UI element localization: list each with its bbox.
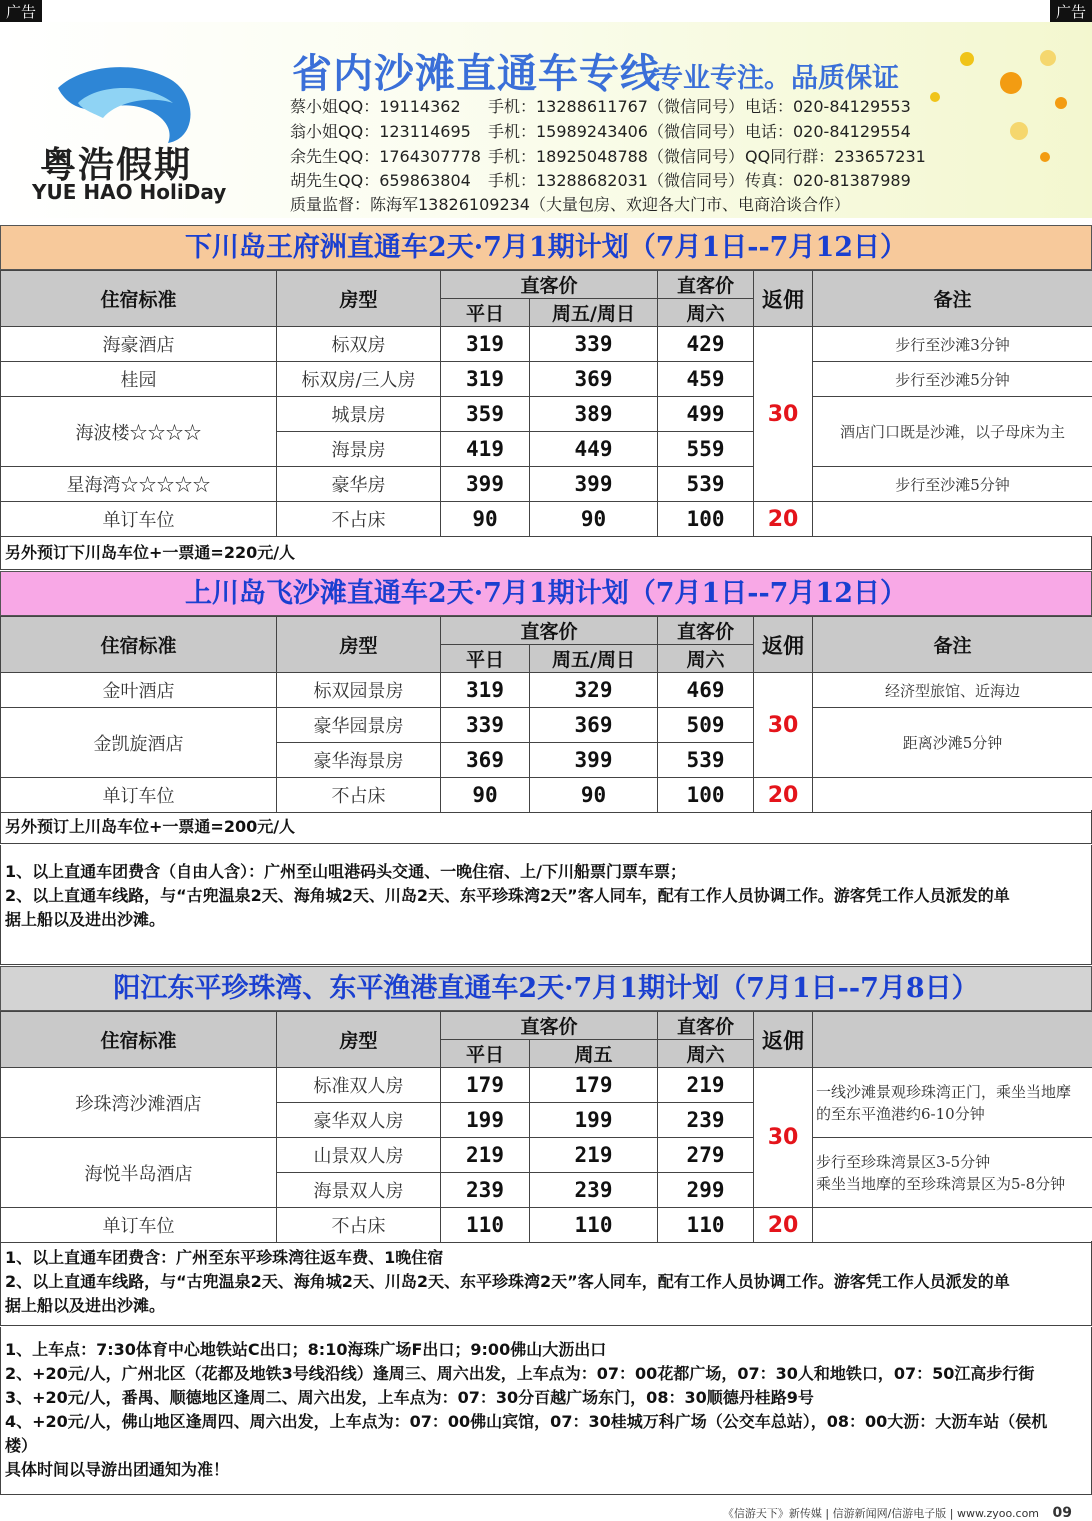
price-weekday: 319 — [441, 362, 530, 397]
footer — [723, 1505, 1072, 1521]
decor-dot — [1010, 122, 1028, 140]
table-row — [1, 1068, 1092, 1103]
note-line: 1、以上直通车团费含：广州至东平珍珠湾往返车费、1晚住宿 — [5, 1248, 444, 1267]
price-weekday: 399 — [441, 467, 530, 502]
header-remarks: 备注 — [813, 617, 1092, 673]
commission-value: 30 — [754, 673, 813, 778]
remark-text: 酒店门口既是沙滩，以子母床为主 — [813, 397, 1092, 467]
header-fri-sun: 周五/周日 — [530, 645, 658, 673]
pickup-block — [0, 1327, 1092, 1495]
price-fri-sun: 389 — [530, 397, 658, 432]
price-weekday: 369 — [441, 743, 530, 778]
remark-text — [813, 1068, 1092, 1138]
room-type: 标双房/三人房 — [277, 362, 441, 397]
header-direct-price: 直客价 — [441, 271, 658, 299]
header-commission: 返佣 — [754, 1012, 813, 1068]
header-saturday: 周六 — [658, 1040, 754, 1068]
hotel-name: 桂园 — [1, 362, 277, 397]
extra-note: 另外预订下川岛车位+一票通=220元/人 — [0, 536, 1092, 570]
price-weekday: 90 — [441, 502, 530, 537]
table-row-seat — [1, 1208, 1092, 1243]
contact-phone: 手机：13288611767（微信同号） — [488, 97, 744, 116]
header-room: 房型 — [277, 1012, 441, 1068]
hotel-name: 星海湾☆☆☆☆☆ — [1, 467, 277, 502]
price-weekday: 319 — [441, 673, 530, 708]
decor-dot — [1040, 152, 1050, 162]
contact-qq: 余先生QQ：1764307778 — [290, 147, 481, 166]
seat-label: 单订车位 — [1, 502, 277, 537]
price-fri-sun: 90 — [530, 778, 658, 813]
commission-value: 30 — [754, 1068, 813, 1208]
ad-banner[interactable] — [0, 22, 1092, 218]
room-type: 标双园景房 — [277, 673, 441, 708]
header-standard: 住宿标准 — [1, 1012, 277, 1068]
commission-value: 20 — [754, 1208, 813, 1243]
decor-dot — [960, 52, 974, 66]
remark-text: 步行至沙滩5分钟 — [813, 467, 1092, 502]
room-type: 豪华房 — [277, 467, 441, 502]
price-weekday: 239 — [441, 1173, 530, 1208]
note-line: 据上船以及进出沙滩。 — [5, 910, 166, 929]
remark-empty — [813, 1208, 1092, 1243]
room-type: 不占床 — [277, 1208, 441, 1243]
commission-value: 20 — [754, 502, 813, 537]
price-weekday: 319 — [441, 327, 530, 362]
room-type: 标双房 — [277, 327, 441, 362]
pickup-line: 4、+20元/人，佛山地区逢周四、周六出发，上车点为：07：00佛山宾馆，07：30桂城万科广场（公交车总站），08：00大沥：大沥车站（侯机 — [5, 1412, 1048, 1431]
price-friday: 239 — [530, 1173, 658, 1208]
header-saturday: 周六 — [658, 299, 754, 327]
notes-block-shangchuan — [0, 845, 1092, 965]
room-type: 标准双人房 — [277, 1068, 441, 1103]
price-table-xiachuan — [0, 270, 1092, 537]
price-fri-sun: 329 — [530, 673, 658, 708]
banner-subslogan: 专业专注。品质保证 — [656, 63, 899, 94]
table-row — [1, 327, 1092, 362]
hotel-name: 金凯旋酒店 — [1, 708, 277, 778]
price-saturday: 459 — [658, 362, 754, 397]
ad-tag-left: 广告 — [0, 0, 42, 24]
header-direct-price: 直客价 — [441, 617, 658, 645]
price-saturday: 469 — [658, 673, 754, 708]
hotel-name: 珍珠湾沙滩酒店 — [1, 1068, 277, 1138]
section-title-xiachuan: 下川岛王府洲直通车2天·7月1期计划（7月1日--7月12日） — [0, 225, 1092, 270]
price-table-dongping — [0, 1011, 1092, 1243]
header-weekday: 平日 — [441, 299, 530, 327]
table-row — [1, 362, 1092, 397]
decor-dot — [1055, 97, 1067, 109]
note-line: 据上船以及进出沙滩。 — [5, 1296, 166, 1315]
room-type: 不占床 — [277, 502, 441, 537]
ad-tag-right: 广告 — [1050, 0, 1092, 24]
price-fri-sun: 399 — [530, 743, 658, 778]
price-saturday: 539 — [658, 467, 754, 502]
table-row-seat — [1, 778, 1092, 813]
header-commission: 返佣 — [754, 271, 813, 327]
price-saturday: 239 — [658, 1103, 754, 1138]
table-row-seat — [1, 502, 1092, 537]
price-weekday: 419 — [441, 432, 530, 467]
price-saturday: 110 — [658, 1208, 754, 1243]
contact-qq: 蔡小姐QQ：19114362 — [290, 97, 461, 116]
pickup-line: 楼） — [5, 1436, 38, 1455]
seat-label: 单订车位 — [1, 1208, 277, 1243]
remark-empty — [813, 502, 1092, 537]
decor-dot — [1000, 72, 1022, 94]
header-fri-sun: 周五/周日 — [530, 299, 658, 327]
note-line: 1、以上直通车团费含（自由人含）：广州至山咀港码头交通、一晚住宿、上/下川船票门票车票； — [5, 862, 686, 881]
room-type: 豪华双人房 — [277, 1103, 441, 1138]
price-saturday: 279 — [658, 1138, 754, 1173]
header-direct-price: 直客价 — [658, 617, 754, 645]
price-saturday: 100 — [658, 778, 754, 813]
header-saturday: 周六 — [658, 645, 754, 673]
section-title-shangchuan: 上川岛飞沙滩直通车2天·7月1期计划（7月1日--7月12日） — [0, 571, 1092, 616]
header-weekday: 平日 — [441, 1040, 530, 1068]
header-remarks: 备注 — [813, 271, 1092, 327]
contact-phone: 手机：13288682031（微信同号） — [488, 171, 744, 190]
price-weekday: 179 — [441, 1068, 530, 1103]
contact-qq: 胡先生QQ：659863804 — [290, 171, 471, 190]
contact-phone: 手机：15989243406（微信同号） — [488, 122, 744, 141]
price-friday: 199 — [530, 1103, 658, 1138]
remark-text: 步行至沙滩3分钟 — [813, 327, 1092, 362]
remark-line: 步行至珍珠湾景区3-5分钟 — [816, 1152, 991, 1171]
brand-name: 粤浩假期 — [40, 144, 193, 186]
remark-text — [813, 1138, 1092, 1208]
hotel-name: 海悦半岛酒店 — [1, 1138, 277, 1208]
contact-phone: 手机：18925048788（微信同号） — [488, 147, 744, 166]
remark-text: 步行至沙滩5分钟 — [813, 362, 1092, 397]
remark-text: 距离沙滩5分钟 — [813, 708, 1092, 778]
price-weekday: 110 — [441, 1208, 530, 1243]
pickup-line: 2、+20元/人，广州北区（花都及地铁3号线沿线）逢周三、周六出发，上车点为：07：00花都广场，07：30人和地铁口，07：50江高步行街 — [5, 1364, 1035, 1383]
price-saturday: 499 — [658, 397, 754, 432]
table-row — [1, 1138, 1092, 1173]
price-saturday: 539 — [658, 743, 754, 778]
pickup-line: 3、+20元/人，番禺、顺德地区逢周二、周六出发，上车点为：07：30分百越广场东门，08：30顺德丹桂路9号 — [5, 1388, 814, 1407]
remark-line: 的至东平渔港约6-10分钟 — [816, 1104, 985, 1123]
note-line: 2、以上直通车线路，与“古兜温泉2天、海角城2天、川岛2天、东平珍珠湾2天”客人同车，配有工作人员协调工作。游客凭工作人员派发的单 — [5, 886, 1010, 905]
pickup-line: 具体时间以导游出团通知为准！ — [5, 1460, 230, 1479]
price-fri-sun: 369 — [530, 708, 658, 743]
contact-other: 传真：020-81387989 — [745, 171, 911, 190]
price-weekday: 90 — [441, 778, 530, 813]
header-remarks — [813, 1012, 1092, 1068]
price-fri-sun: 90 — [530, 502, 658, 537]
notes-block-dongping — [0, 1241, 1092, 1326]
supervisor-line: 质量监督：陈海军13826109234（大量包房、欢迎各大门市、电商洽谈合作） — [290, 195, 850, 214]
price-fri-sun: 449 — [530, 432, 658, 467]
decor-dot — [1040, 50, 1056, 66]
seat-label: 单订车位 — [1, 778, 277, 813]
price-saturday: 429 — [658, 327, 754, 362]
price-fri-sun: 369 — [530, 362, 658, 397]
price-weekday: 339 — [441, 708, 530, 743]
extra-note: 另外预订上川岛车位+一票通=200元/人 — [0, 810, 1092, 844]
header-standard: 住宿标准 — [1, 617, 277, 673]
price-friday: 179 — [530, 1068, 658, 1103]
price-weekday: 199 — [441, 1103, 530, 1138]
table-row — [1, 673, 1092, 708]
hotel-name: 海豪酒店 — [1, 327, 277, 362]
remark-line: 一线沙滩景观珍珠湾正门，乘坐当地摩 — [816, 1082, 1072, 1101]
price-saturday: 559 — [658, 432, 754, 467]
remark-line: 乘坐当地摩的至珍珠湾景区为5-8分钟 — [816, 1174, 1066, 1193]
table-row — [1, 397, 1092, 432]
room-type: 海景房 — [277, 432, 441, 467]
contact-other: QQ同行群：233657231 — [745, 147, 926, 166]
commission-value: 20 — [754, 778, 813, 813]
price-weekday: 219 — [441, 1138, 530, 1173]
table-row — [1, 467, 1092, 502]
contact-other: 电话：020-84129553 — [745, 97, 911, 116]
price-saturday: 299 — [658, 1173, 754, 1208]
contact-qq: 翁小姐QQ：123114695 — [290, 122, 471, 141]
room-type: 海景双人房 — [277, 1173, 441, 1208]
remark-empty — [813, 778, 1092, 813]
price-saturday: 219 — [658, 1068, 754, 1103]
room-type: 豪华海景房 — [277, 743, 441, 778]
price-fri-sun: 399 — [530, 467, 658, 502]
header-friday: 周五 — [530, 1040, 658, 1068]
pickup-line: 1、上车点：7:30体育中心地铁站C出口；8:10海珠广场F出口；9:00佛山大沥出口 — [5, 1340, 607, 1359]
decor-dot — [930, 92, 940, 102]
room-type: 豪华园景房 — [277, 708, 441, 743]
brand-name-en: YUE HAO HoliDay — [32, 180, 227, 204]
table-row — [1, 708, 1092, 743]
price-friday: 219 — [530, 1138, 658, 1173]
room-type: 山景双人房 — [277, 1138, 441, 1173]
remark-text: 经济型旅馆、近海边 — [813, 673, 1092, 708]
price-saturday: 509 — [658, 708, 754, 743]
header-direct-price: 直客价 — [658, 271, 754, 299]
hotel-name: 海波楼☆☆☆☆ — [1, 397, 277, 467]
contact-other: 电话：020-84129554 — [745, 122, 911, 141]
price-table-shangchuan — [0, 616, 1092, 813]
note-line: 2、以上直通车线路，与“古兜温泉2天、海角城2天、川岛2天、东平珍珠湾2天”客人同车，配有工作人员协调工作。游客凭工作人员派发的单 — [5, 1272, 1010, 1291]
page-number: 09 — [1052, 1505, 1072, 1521]
footer-text: 《信游天下》新传媒 | 信游新闻网/信游电子版 | www.zyoo.com — [722, 1507, 1040, 1520]
header-room: 房型 — [277, 617, 441, 673]
price-fri-sun: 339 — [530, 327, 658, 362]
price-weekday: 359 — [441, 397, 530, 432]
header-direct-price: 直客价 — [658, 1012, 754, 1040]
section-title-dongping: 阳江东平珍珠湾、东平渔港直通车2天·7月1期计划（7月1日--7月8日） — [0, 966, 1092, 1011]
commission-value: 30 — [754, 327, 813, 502]
banner-slogan: 省内沙滩直通车专线 — [292, 51, 661, 97]
room-type: 不占床 — [277, 778, 441, 813]
header-standard: 住宿标准 — [1, 271, 277, 327]
price-saturday: 100 — [658, 502, 754, 537]
hotel-name: 金叶酒店 — [1, 673, 277, 708]
header-commission: 返佣 — [754, 617, 813, 673]
header-weekday: 平日 — [441, 645, 530, 673]
header-direct-price: 直客价 — [441, 1012, 658, 1040]
header-room: 房型 — [277, 271, 441, 327]
room-type: 城景房 — [277, 397, 441, 432]
price-friday: 110 — [530, 1208, 658, 1243]
